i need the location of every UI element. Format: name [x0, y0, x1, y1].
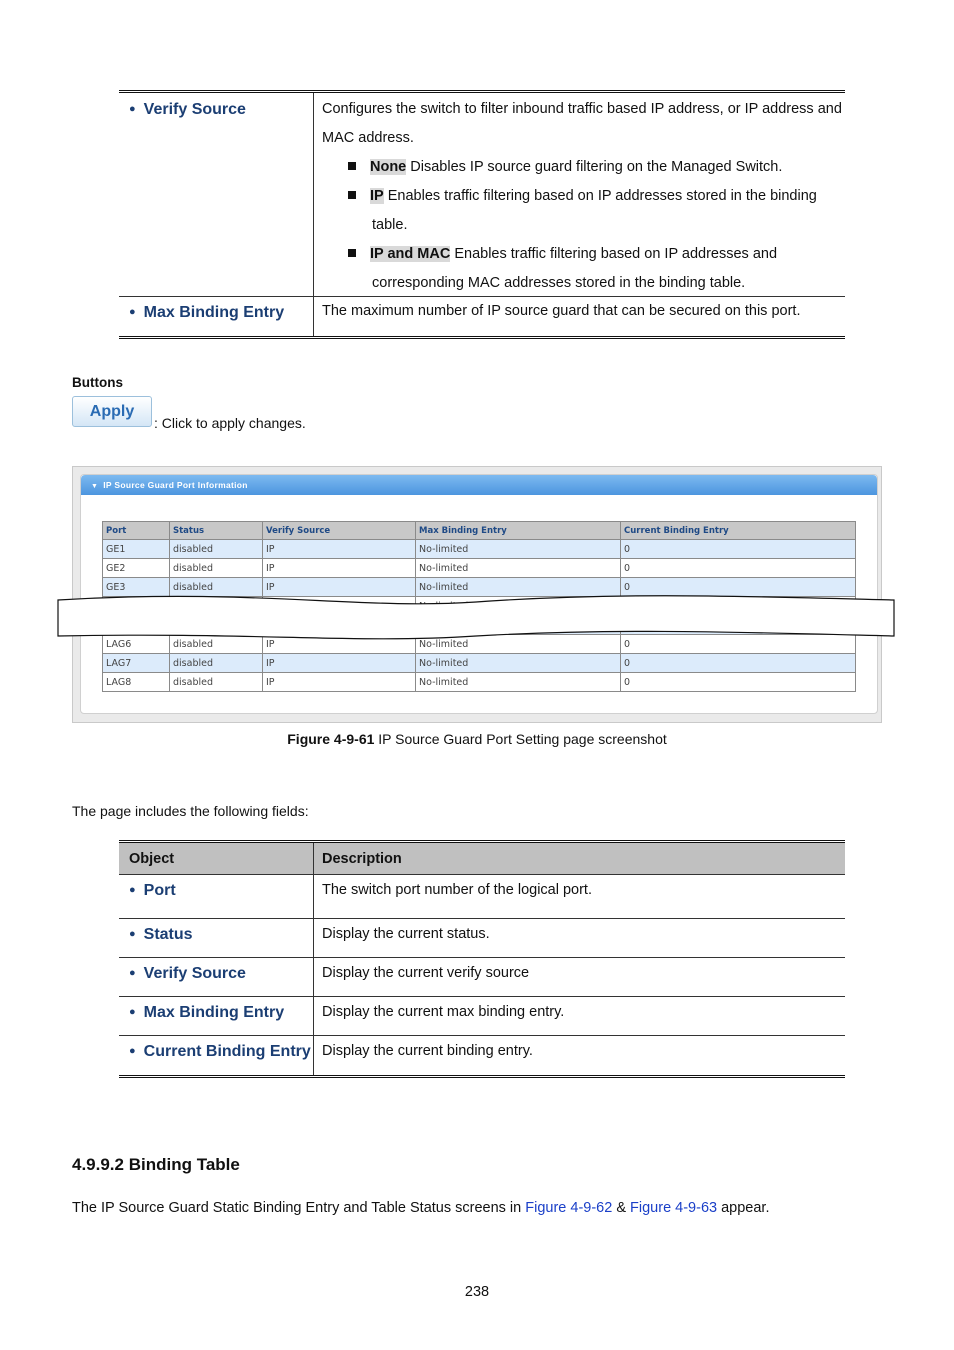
panel-header: ▼ IP Source Guard Port Information: [81, 475, 877, 495]
object-status: ● Status: [129, 926, 193, 943]
col-max-binding-entry: Max Binding Entry: [416, 522, 621, 540]
top-table-row-max-binding: [119, 297, 845, 337]
fields-table: [119, 840, 845, 1078]
desc-status: Display the current status.: [322, 926, 490, 942]
desc-max-binding-entry: Display the current max binding entry.: [322, 1004, 565, 1020]
table-row: LAG8 disabled IP No-limited 0: [103, 673, 856, 692]
link-figure-4-9-63[interactable]: Figure 4-9-63: [630, 1200, 718, 1216]
col-port: Port: [103, 522, 170, 540]
table-row: LAG7 disabled IP No-limited 0: [103, 654, 856, 673]
top-table-row-verify-source: [119, 93, 845, 296]
page-break-wave: [56, 592, 896, 644]
max-binding-description: The maximum number of IP source guard that can be secured on this port.: [322, 303, 801, 319]
section-paragraph: The IP Source Guard Static Binding Entry and Table Status screens in Figure 4-9-62 & Figure 4-9-63 appear.: [72, 1200, 770, 1216]
object-max-binding-entry: ● Max Binding Entry: [129, 304, 285, 321]
option-ip: IP Enables traffic filtering based on IP addresses stored in the binding table.: [322, 182, 842, 240]
top-table-rule-bottom: [119, 336, 845, 339]
buttons-heading: Buttons: [72, 375, 123, 390]
table-row: GE1 disabled IP No-limited 0: [103, 540, 856, 559]
link-figure-4-9-62[interactable]: Figure 4-9-62: [525, 1200, 613, 1216]
header-object: Object: [129, 851, 175, 867]
object-port: ● Port: [129, 882, 176, 899]
col-status: Status: [170, 522, 263, 540]
apply-button[interactable]: Apply: [72, 396, 152, 427]
col-current-binding-entry: Current Binding Entry: [621, 522, 856, 540]
desc-current-binding-entry: Display the current binding entry.: [322, 1043, 533, 1059]
desc-port: The switch port number of the logical port.: [322, 882, 592, 898]
object-verify-source: ● Verify Source: [129, 101, 246, 118]
section-heading: 4.9.9.2 Binding Table: [72, 1155, 240, 1174]
table-row: GE3 disabled IP No-limited 0: [103, 578, 856, 597]
object-current-binding-entry: ● Current Binding Entry: [129, 1043, 311, 1060]
table-row: GE2 disabled IP No-limited 0: [103, 559, 856, 578]
col-verify-source: Verify Source: [263, 522, 416, 540]
header-description: Description: [322, 851, 402, 867]
desc-verify-source: Display the current verify source: [322, 965, 530, 981]
object-max-binding-entry-2: ● Max Binding Entry: [129, 1004, 285, 1021]
page-number: 238: [464, 1284, 490, 1300]
option-none: None Disables IP source guard filtering on the Managed Switch.: [322, 153, 842, 182]
object-verify-source-2: ● Verify Source: [129, 965, 246, 982]
collapse-arrow-icon[interactable]: ▼: [91, 483, 99, 490]
apply-description: : Click to apply changes.: [154, 415, 306, 431]
figure-caption: Figure 4-9-61 IP Source Guard Port Setting page screenshot: [287, 731, 667, 747]
table-row: LAG6 disabled IP No-limited 0: [103, 635, 856, 654]
verify-source-description: Configures the switch to filter inbound traffic based IP address, or IP address and MAC address. None Disables IP source guard filtering on the Managed Switch. IP Enables traffic filtering based on IP addresses stored in the binding table. IP and MAC Enables traffic filtering based on IP addresses and corresponding MAC addresses stored in the binding table.: [322, 95, 842, 298]
option-ip-and-mac: IP and MAC Enables traffic filtering based on IP addresses and corresponding MAC addresses stored in the binding table.: [322, 240, 842, 298]
fields-intro: The page includes the following fields:: [72, 803, 309, 819]
